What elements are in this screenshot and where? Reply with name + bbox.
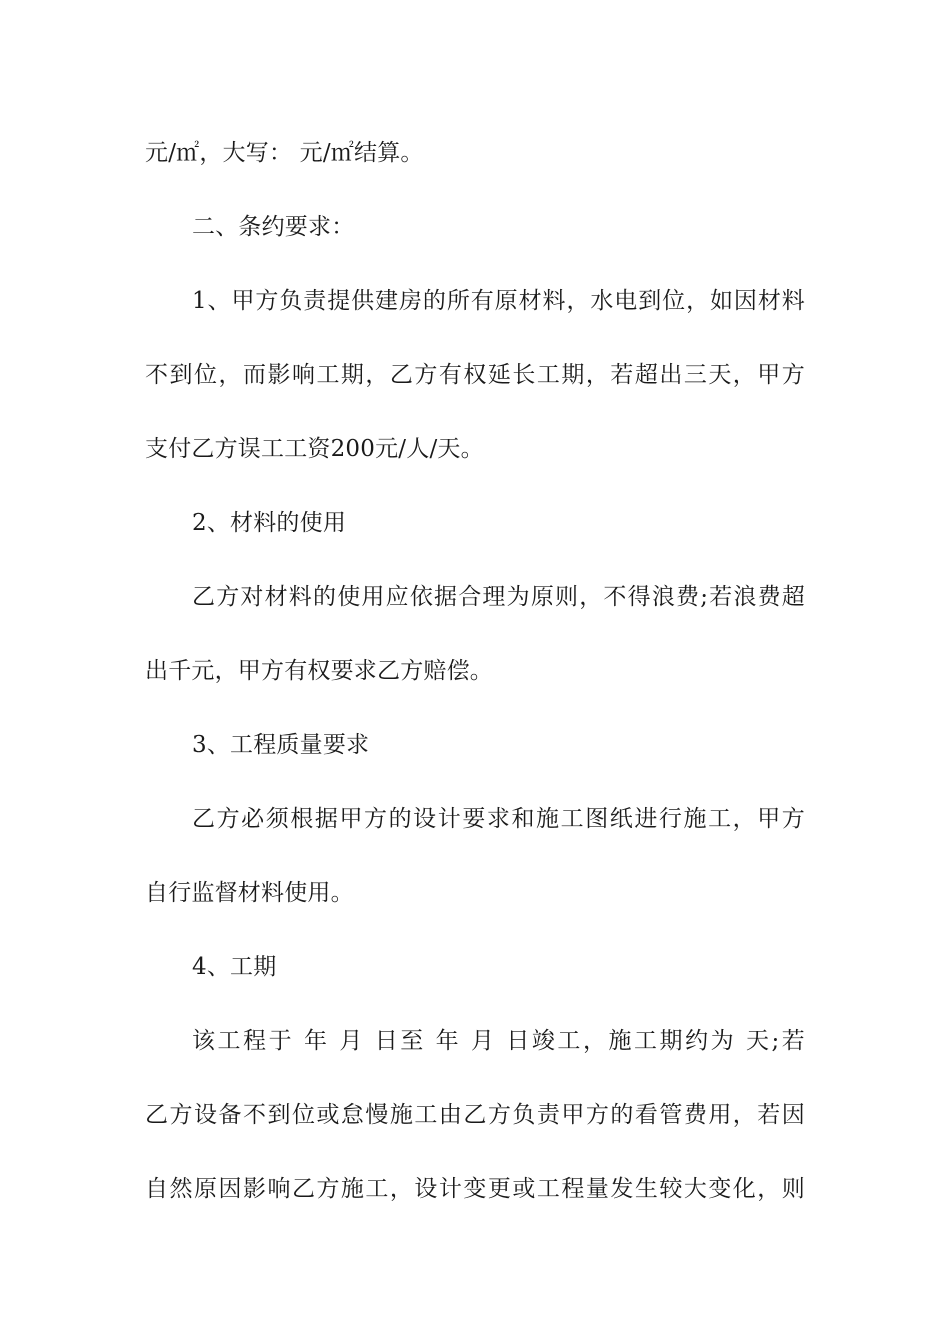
clause-1-line-1: 1、甲方负责提供建房的所有原材料，水电到位，如因材料 <box>192 288 805 314</box>
clause-4-line-2: 乙方设备不到位或怠慢施工由乙方负责甲方的看管费用，若因 <box>145 1102 805 1128</box>
text-line-price-settlement: 元/㎡，大写： 元/㎡结算。 <box>145 140 424 166</box>
clause-4-line-3: 自然原因影响乙方施工，设计变更或工程量发生较大变化，则 <box>145 1176 805 1202</box>
document-body <box>145 130 805 1240</box>
clause-3-line-1: 乙方必须根据甲方的设计要求和施工图纸进行施工，甲方 <box>192 806 805 832</box>
clause-3-heading: 3、工程质量要求 <box>192 732 370 758</box>
clause-4-heading: 4、工期 <box>192 954 277 980</box>
clause-1-line-2: 不到位，而影响工期，乙方有权延长工期，若超出三天，甲方 <box>145 362 805 388</box>
clause-4-line-1: 该工程于 年 月 日至 年 月 日竣工，施工期约为 天;若 <box>192 1028 805 1054</box>
clause-2-line-2: 出千元，甲方有权要求乙方赔偿。 <box>145 658 493 684</box>
section-heading-terms: 二、条约要求： <box>192 214 355 240</box>
clause-2-line-1: 乙方对材料的使用应依据合理为原则，不得浪费;若浪费超 <box>192 584 805 610</box>
clause-1-line-3: 支付乙方误工工资200元/人/天。 <box>145 436 484 462</box>
clause-3-line-2: 自行监督材料使用。 <box>145 880 354 906</box>
clause-2-heading: 2、材料的使用 <box>192 510 347 536</box>
